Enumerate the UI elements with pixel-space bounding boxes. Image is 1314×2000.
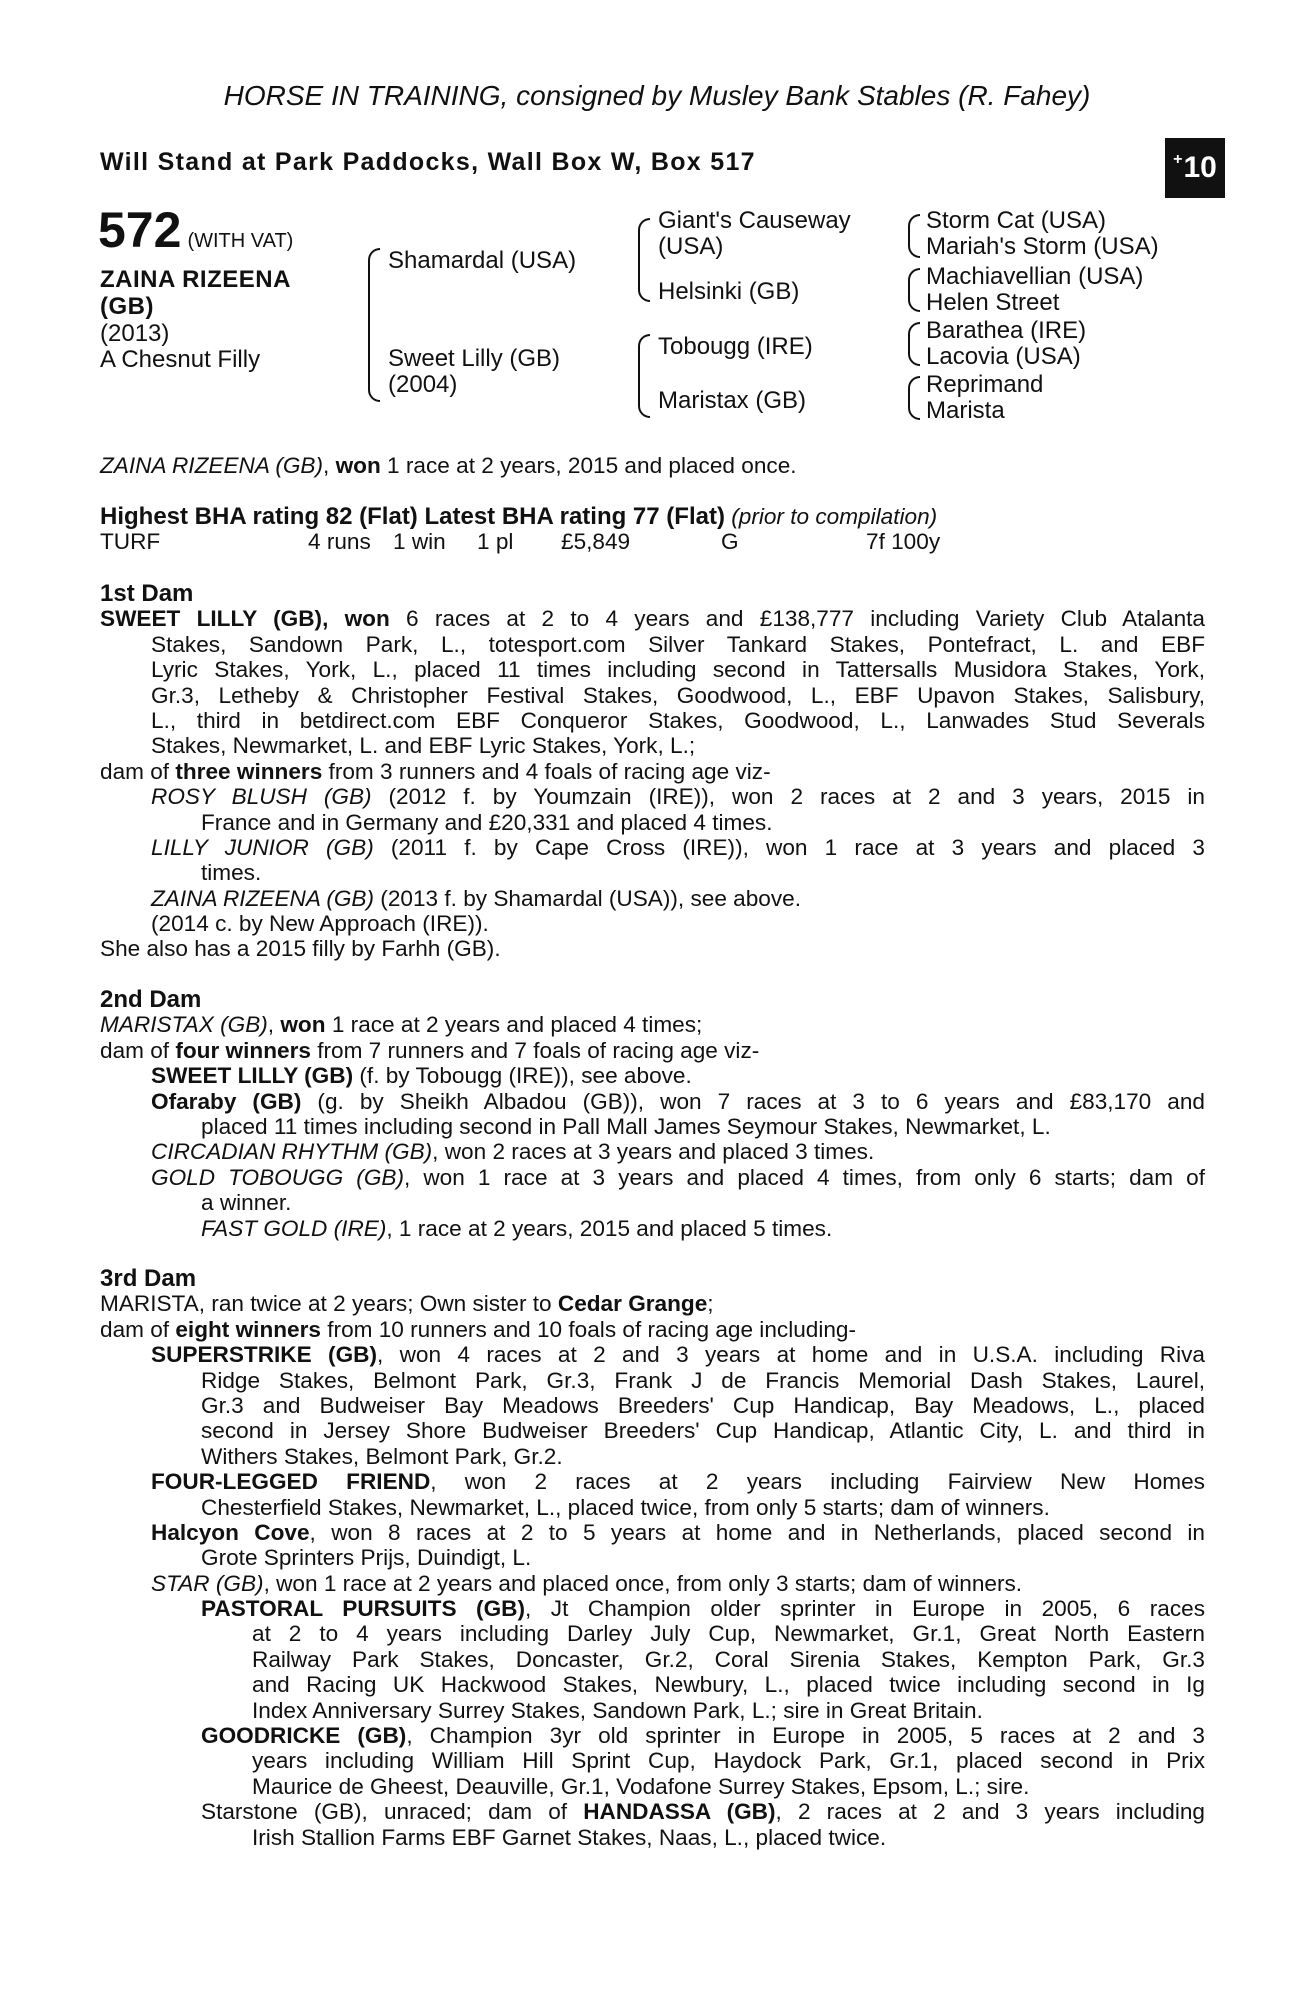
vat-note: (WITH VAT) [187,230,294,252]
list-item: FOUR-LEGGED FRIEND, won 2 races at 2 years including Fairview New Homes [151,1469,1205,1495]
list-item: ROSY BLUSH (GB) (2012 f. by Youmzain (IRE)), won 2 races at 2 and 3 years, 2015 in [151,784,1205,810]
pedigree-brace-main [368,248,380,402]
pedigree-dam-sire: Tobougg (IRE) [658,333,813,360]
lot-number: 572 [98,202,182,258]
list-item: Ofaraby (GB) (g. by Sheikh Albadou (GB)), won 7 races at 3 to 6 years and £83,170 and [151,1088,1205,1114]
summary-text: 1 race at 2 years, 2015 and placed once. [380,453,797,478]
stat-runs: 4 runs [308,529,371,555]
tens-badge [1165,138,1225,198]
summary-horse-name: ZAINA RIZEENA (GB) [100,453,324,478]
pedigree-dam [388,346,560,398]
list-item: SWEET LILLY (GB) (f. by Tobougg (IRE)), see above. [151,1063,692,1089]
pedigree-gg-8: Marista [926,397,1005,424]
second-dam-section: 2nd Dam MARISTAX (GB), won 1 race at 2 years and placed 4 times; dam of four winners from 7 runners and 7 foals of racing age viz- SWEET LILLY (GB) (f. by Tobougg (IRE)), see above. Ofaraby (GB) (g. by Sheikh Albadou (GB)), won 7 races at 3 to 6 years and £83,170 and placed 11 times including second in Pall Mall James Seymour Stakes, Newmarket, L. CIRCADIAN RHYTHM (GB), won 2 races at 3 years and placed 3 times. GOLD TOBOUGG (GB), won 1 race at 3 years and placed 4 times, from only 6 starts; dam of a winner. FAST GOLD (IRE), 1 race at 2 years, 2015 and placed 5 times. [100,986,1205,1241]
pedigree-gg-4: Helen Street [926,289,1060,316]
pedigree-gg-7: Reprimand [926,371,1044,398]
consignor-header: HORSE IN TRAINING, consigned by Musley Bank Stables (R. Fahey) [223,80,1091,111]
list-item: CIRCADIAN RHYTHM (GB), won 2 races at 3 years and placed 3 times. [151,1139,875,1165]
stand-location: Will Stand at Park Paddocks, Wall Box W, Box 517 [100,148,756,176]
stat-places: 1 pl [477,529,514,555]
stat-surface: TURF [100,529,161,555]
third-dam-heading: 3rd Dam [100,1265,197,1292]
lot-heading [98,202,294,258]
pedigree-gg-3: Machiavellian (USA) [926,263,1144,290]
horse-name-line2: (GB) [100,293,154,320]
pedigree-sire-dam: Helsinki (GB) [658,278,800,305]
list-item: PASTORAL PURSUITS (GB), Jt Champion older sprinter in Europe in 2005, 6 races [201,1596,1205,1622]
pedigree-gg-6: Lacovia (USA) [926,343,1081,370]
list-item: GOLD TOBOUGG (GB), won 1 race at 3 years and placed 4 times, from only 6 starts; dam of [151,1164,1205,1190]
second-dam-heading: 2nd Dam [100,986,202,1013]
pedigree-sire-sire [658,208,851,260]
pedigree-dam-year: (2004) [388,371,458,398]
horse-name [100,266,340,320]
list-item: STAR (GB), won 1 race at 2 years and placed once, from only 3 starts; dam of winners. [151,1570,1023,1596]
list-item: Halcyon Cove, won 8 races at 2 to 5 years at home and in Netherlands, placed second in [151,1519,1206,1545]
badge-plus: + [1173,151,1183,168]
badge-number: 10 [1183,151,1217,184]
horse-name-line1: ZAINA RIZEENA [100,266,291,293]
list-item: (2014 c. by New Approach (IRE)). [151,911,489,937]
pedigree-dam-name: Sweet Lilly (GB) [388,345,561,372]
race-summary: ZAINA RIZEENA (GB), won 1 race at 2 years, 2015 and placed once. [100,453,797,478]
first-dam-section: 1st Dam SWEET LILLY (GB), won 6 races at 2 to 4 years and £138,777 including Variety Club Atalanta Stakes, Sandown Park, L., totesport.com Silver Tankard Stakes, Pontefract, L. and EBF Lyric Stakes, York, L., placed 11 times including second in Tattersalls Musidora Stakes, York, Gr.3, Letheby & Christopher Festival Stakes, Goodwood, L., EBF Upavon Stakes, Salisbury, L., third in betdirect.com EBF Conqueror Stakes, Goodwood, L., Lanwades Stud Severals Stakes, Newmarket, L. and EBF Lyric Stakes, York, L.; dam of three winners from 3 runners and 4 foals of racing age viz- ROSY BLUSH (GB) (2012 f. by Youmzain (IRE)), won 2 races at 2 and 3 years, 2015 in France and in Germany and £20,331 and placed 4 times. LILLY JUNIOR (GB) (2011 f. by Cape Cross (IRE)), won 1 race at 3 years and placed 3 times. ZAINA RIZEENA (GB) (2013 f. by Shamardal (USA)), see above. (2014 c. by New Approach (IRE)). She also has a 2015 filly by Farhh (GB). [100,580,1206,962]
stat-prize: £5,849 [561,529,631,555]
stat-distance: 7f 100y [866,529,941,555]
rating-block [100,504,1205,555]
pedigree-brace-gg4 [908,376,920,420]
pedigree-brace-gg2 [908,268,920,312]
pedigree-brace-dam [638,334,650,418]
pedigree-sire-sire-name: Giant's Causeway [658,207,851,234]
list-item: SUPERSTRIKE (GB), won 4 races at 2 and 3 years at home and in U.S.A. including Riva [151,1342,1205,1368]
pedigree-gg-5: Barathea (IRE) [926,317,1087,344]
pedigree-gg-2: Mariah's Storm (USA) [926,233,1159,260]
first-dam-heading: 1st Dam [100,580,194,607]
third-dam-section: 3rd Dam MARISTA, ran twice at 2 years; Own sister to Cedar Grange; dam of eight winners from 10 runners and 10 foals of racing age including- SUPERSTRIKE (GB), won 4 races at 2 and 3 years at home and in U.S.A. including Riva Ridge Stakes, Belmont Park, Gr.3, Frank J de Francis Memorial Dash Stakes, Laurel, Gr.3 and Budweiser Bay Meadows Breeders' Cup Handicap, Bay Meadows, L., placed second in Jersey Shore Budweiser Breeders' Cup Handicap, Atlantic City, L. and third in Withers Stakes, Belmont Park, Gr.2. FOUR-LEGGED FRIEND, won 2 races at 2 years including Fairview New Homes Chesterfield Stakes, Newmarket, L., placed twice, from only 5 starts; dam of winners. Halcyon Cove, won 8 races at 2 to 5 years at home and in Netherlands, placed second in Grote Sprinters Prijs, Duindigt, L. STAR (GB), won 1 race at 2 years and placed once, from only 3 starts; dam of winners. PASTORAL PURSUITS (GB), Jt Champion older sprinter in Europe in 2005, 6 races at 2 to 4 years including Darley July Cup, Newmarket, Gr.1, Great North Eastern Railway Park Stakes, Doncaster, Gr.2, Coral Sirenia Stakes, Kempton Park, Gr.3 and Racing UK Hackwood Stakes, Newbury, L., placed twice including second in Ig Index Anniversary Surrey Stakes, Sandown Park, L.; sire in Great Britain. GOODRICKE (GB), Champion 3yr old sprinter in Europe in 2005, 5 races at 2 and 3 years including William Hill Sprint Cup, Haydock Park, Gr.1, placed second in Prix Maurice de Gheest, Deauville, Gr.1, Vodafone Surrey Stakes, Epsom, L.; sire. Starstone (GB), unraced; dam of HANDASSA (GB), 2 races at 2 and 3 years including Irish Stallion Farms EBF Garnet Stakes, Naas, L., placed twice. [100,1265,1206,1850]
pedigree-brace-sire [638,218,650,302]
list-item: ZAINA RIZEENA (GB) (2013 f. by Shamardal (USA)), see above. [151,885,802,911]
pedigree-dam-dam: Maristax (GB) [658,387,807,414]
list-item: Starstone (GB), unraced; dam of HANDASSA (GB), 2 races at 2 and 3 years including [201,1799,1205,1825]
horse-description: A Chesnut Filly [100,346,261,373]
pedigree-sire-sire-origin: (USA) [658,233,724,260]
rating-heading: Highest BHA rating 82 (Flat) Latest BHA rating 77 (Flat) [100,503,725,530]
turf-stats [100,529,1205,554]
horse-year: (2013) [100,320,170,347]
stat-going: G [721,529,739,555]
rating-note: (prior to compilation) [724,504,938,529]
list-item: LILLY JUNIOR (GB) (2011 f. by Cape Cross (IRE)), won 1 race at 3 years and placed 3 [151,834,1205,860]
summary-won: won [335,453,381,478]
pedigree-brace-gg1 [908,214,920,258]
stat-wins: 1 win [393,529,446,555]
pedigree-brace-gg3 [908,322,920,366]
list-item: FAST GOLD (IRE), 1 race at 2 years, 2015 and placed 5 times. [201,1215,833,1241]
list-item: GOODRICKE (GB), Champion 3yr old sprinter in Europe in 2005, 5 races at 2 and 3 [201,1723,1205,1749]
pedigree-sire: Shamardal (USA) [388,247,577,274]
pedigree-gg-1: Storm Cat (USA) [926,207,1107,234]
